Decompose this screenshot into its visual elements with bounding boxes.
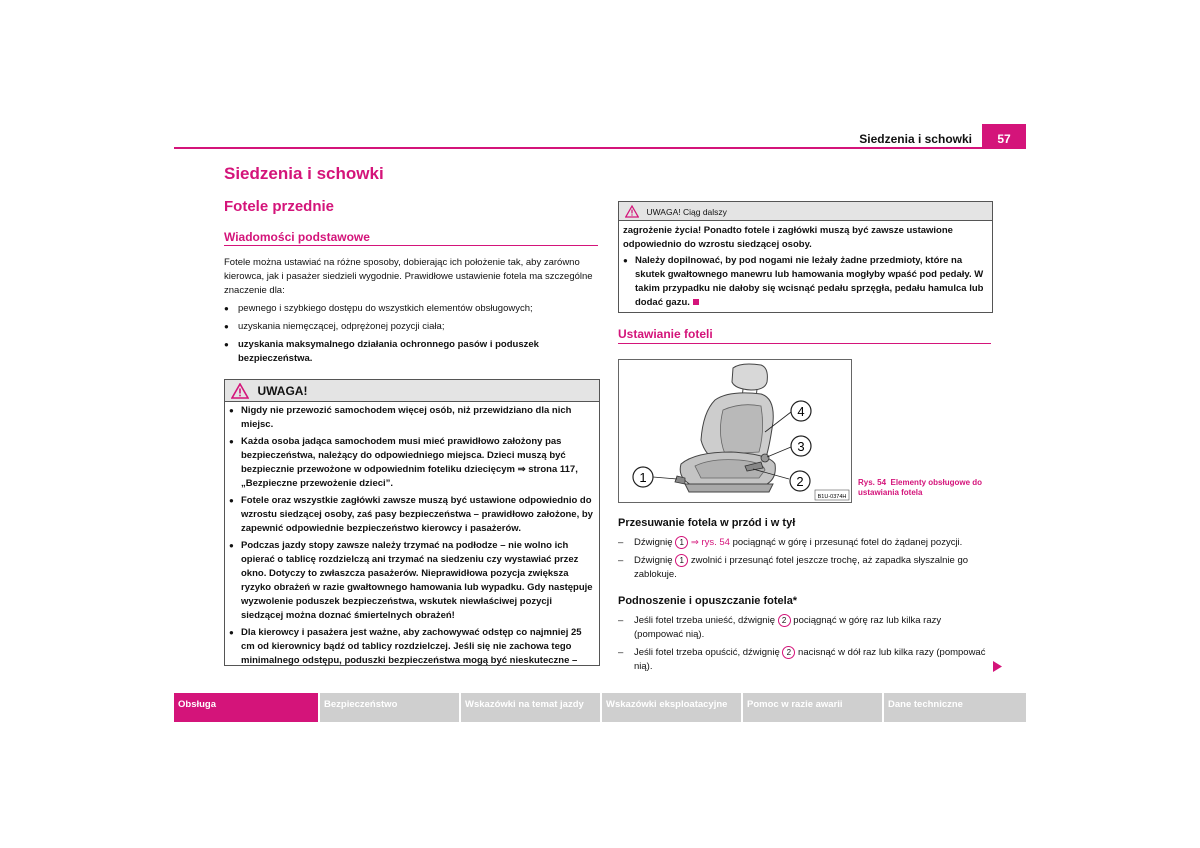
callout-label: 1 (639, 470, 647, 485)
warning-continued-text: zagrożenie życia! Ponadto fotele i zagłówki muszą być zawsze ustawione odpowiednio do wzrostu siedzącej osoby. (623, 225, 953, 250)
caption-label: Rys. 54 (858, 478, 887, 487)
list-item-text: Jeśli fotel trzeba unieść, dźwignię (634, 615, 775, 627)
callout-label: 3 (797, 439, 805, 454)
callout-ref: 2 (782, 646, 795, 659)
warning-item: ● Fotele oraz wszystkie zagłówki zawsze muszą być ustawione odpowiednio do wzrostu siedzącej osoby, zaś pasy bezpieczeństwa – prawidłowo założone, by zapewnić odpowiednie bezpieczeństwo kierowcy i pasażerów. (229, 494, 595, 536)
section-title: Fotele przednie (224, 198, 335, 215)
warning-triangle-icon (231, 383, 249, 399)
caption-text: Elementy obsługowe do ustawiania fotela (858, 478, 983, 497)
subheading-move-seat: Przesuwanie fotela w przód i w tył (618, 517, 796, 529)
tab-wskazowki-jazdy[interactable]: Wskazówki na temat jazdy (461, 693, 600, 722)
running-header-title: Siedzenia i schowki (859, 132, 972, 146)
purpose-list (224, 302, 598, 366)
warning-continued-title: UWAGA! Ciąg dalszy (646, 206, 727, 217)
continue-arrow-icon (993, 661, 1002, 672)
subsection-title: Ustawianie foteli (618, 327, 713, 341)
header-rule (174, 147, 1026, 149)
tab-bezpieczenstwo[interactable]: Bezpieczeństwo (320, 693, 459, 722)
page-number: 57 (982, 124, 1026, 148)
list-item: ● uzyskania maksymalnego działania ochronnego pasów i poduszek bezpieczeństwa. (224, 338, 598, 366)
move-seat-list (618, 536, 992, 582)
subsection-rule (224, 245, 598, 246)
list-item-text: nacisnąć w dół raz lub kilka razy (pompować nią). (634, 647, 986, 673)
callout-label: 2 (796, 474, 804, 489)
list-item (618, 536, 992, 550)
list-item (618, 646, 992, 674)
warning-item: ● Podczas jazdy stopy zawsze należy trzymać na podłodze – nie wolno ich opierać o tablicę rozdzielczą ani trzymać na siedzeniu czy wystawiać przez okno. Dotyczy to zwłaszcza pasażerów. Nieprawidłowa pozycja zwiększa ryzyko obrażeń w razie gwałtownego hamowania lub wypadku. Gdy następuje wyzwolenie poduszek bezpieczeństwa, wskutek niewłaściwej pozycji siedzącej można doznać śmiertelnych obrażeń! (229, 539, 595, 623)
warning-item (623, 254, 988, 310)
tab-wskazowki-eksploatacyjne[interactable]: Wskazówki eksploatacyjne (602, 693, 741, 722)
seat-illustration (619, 360, 851, 502)
warning-body (225, 402, 599, 668)
list-item-text: Dźwignię (634, 537, 673, 549)
warning-triangle-icon (625, 205, 639, 218)
intro-paragraph: Fotele można ustawiać na różne sposoby, dobierając ich położenie tak, aby zarówno kierowca, jak i pasażer siedzieli wygodnie. Prawidłowe ustawienie fotela ma szczególne znaczenie dla: (224, 257, 593, 296)
figure-caption (858, 478, 998, 498)
list-item (618, 554, 992, 582)
chapter-title: Siedzenia i schowki (224, 164, 384, 183)
list-item-text: zwolnić i przesunąć fotel jeszcze trochę, aż zapadka słyszalnie go zablokuje. (634, 555, 969, 581)
tab-dane-techniczne[interactable]: Dane techniczne (884, 693, 1026, 722)
warning-continued-header (619, 202, 992, 221)
list-item-text: pociągnąć w górę raz lub kilka razy (pompować nią). (634, 615, 942, 641)
callout-ref: 2 (778, 614, 791, 627)
callout-ref: 1 (675, 536, 688, 549)
warning-item: ● Każda osoba jadąca samochodem musi mieć prawidłowo założony pas bezpieczeństwa, należący do odpowiedniego miejsca. Dzieci muszą być bezpiecznie przewożone w odpowiednim foteliku dziecięcym ⇒ strona 117, „Bezpieczne przewożenie dzieci”. (229, 435, 595, 491)
warning-title: UWAGA! (257, 383, 308, 398)
list-item-text: pociągnąć w górę i przesunąć fotel do żądanej pozycji. (732, 537, 963, 549)
list-item: ● uzyskania niemęczącej, odprężonej pozycji ciała; (224, 320, 598, 334)
warning-box (224, 379, 600, 666)
warning-item: ● Dla kierowcy i pasażera jest ważne, aby zachowywać odstęp co najmniej 25 cm od kierownicy bądź od tablicy rozdzielczej. Jeśli się nie zachowa tego minimalnego odstępu, poduszki bezpieczeństwa mogą być nieskuteczne – (229, 626, 595, 668)
figure-code: B1U-0374H (817, 494, 847, 500)
warning-header (225, 380, 599, 402)
tab-obsluga[interactable]: Obsługa (174, 693, 318, 722)
subsection-title: Wiadomości podstawowe (224, 230, 370, 244)
tab-pomoc-awarii[interactable]: Pomoc w razie awarii (743, 693, 882, 722)
subsection-rule (618, 343, 991, 344)
subheading-raise-seat: Podnoszenie i opuszczanie fotela* (618, 595, 798, 607)
seat-figure (618, 359, 852, 503)
figure-link[interactable]: ⇒ rys. 54 (690, 537, 730, 549)
callout-ref: 1 (675, 554, 688, 567)
warning-item: ● Nigdy nie przewozić samochodem więcej osób, niż przewidziano dla nich miejsc. (229, 404, 595, 432)
list-item-text: Jeśli fotel trzeba opuścić, dźwignię (634, 647, 780, 659)
list-item-text: Dźwignię (634, 555, 673, 567)
warning-item-text: Należy dopilnować, by pod nogami nie leżały żadne przedmioty, które na skutek gwałtownego manewru lub hamowania mogłyby wpaść pod pedały. W takim przypadku nie dałoby się wcisnąć pedału sprzęgła, pedału hamulca lub dodać gazu. (635, 255, 984, 308)
warning-continued-body (619, 221, 992, 310)
warning-continued-box (618, 201, 993, 313)
callout-label: 4 (797, 404, 805, 419)
list-item (618, 614, 992, 642)
end-square-icon (693, 299, 699, 305)
list-item: ● pewnego i szybkiego dostępu do wszystkich elementów obsługowych; (224, 302, 598, 316)
raise-seat-list (618, 614, 992, 674)
